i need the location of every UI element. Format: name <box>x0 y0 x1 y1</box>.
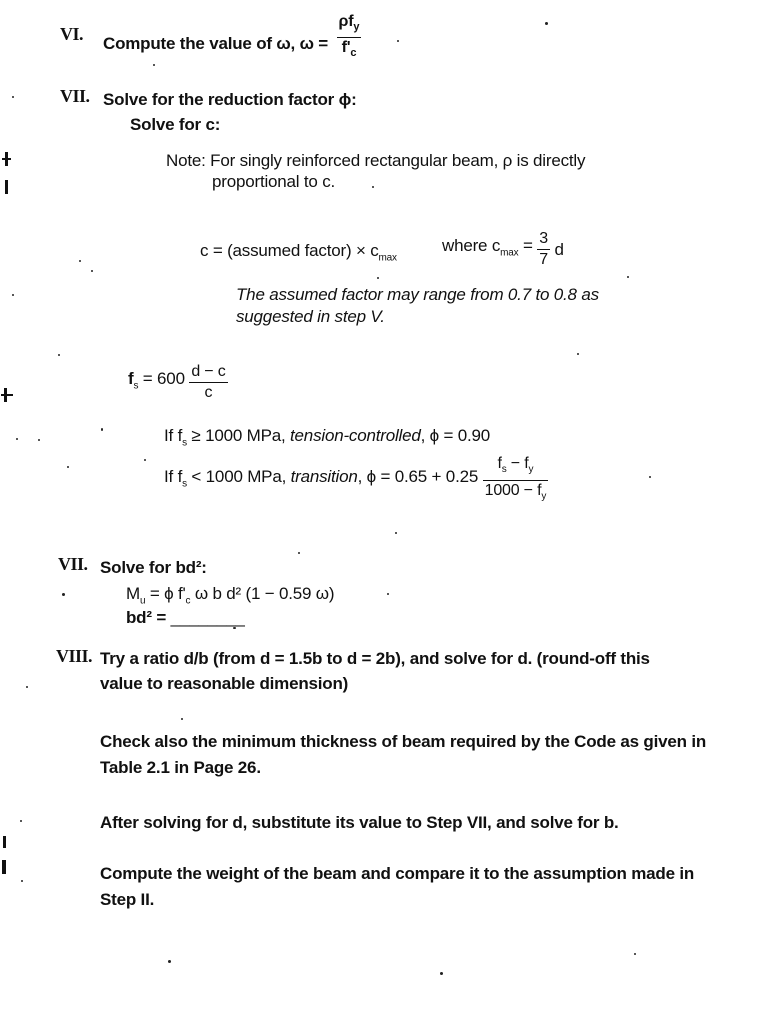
condition-1 <box>164 425 490 454</box>
cond2-text <box>164 466 478 495</box>
check-paragraph-line-2: Table 2.1 in Page 26. <box>100 758 261 777</box>
transition-numerator <box>483 454 549 481</box>
cmax-where-text: where c <box>442 235 501 255</box>
margin-mark <box>3 836 6 848</box>
cmax-where-sub: max <box>500 247 519 259</box>
scan-speck <box>153 64 155 66</box>
section-7a-title: Solve for the reduction factor ϕ: <box>103 90 357 109</box>
td-sub: y <box>541 491 547 503</box>
scan-speck <box>372 186 374 188</box>
omega-num-text: ρf <box>338 13 354 30</box>
mu-sub2: c <box>185 595 191 607</box>
cmax-d: d <box>554 239 564 259</box>
scan-speck <box>395 532 397 534</box>
scan-speck <box>16 438 18 440</box>
scan-speck <box>20 820 22 822</box>
omega-fraction <box>337 12 362 63</box>
omega-denominator <box>337 38 362 63</box>
transition-fraction <box>483 454 549 507</box>
tn-f: f <box>497 455 502 472</box>
scan-speck <box>181 718 183 720</box>
assumed-line-1: The assumed factor may range from 0.7 to 0.8 as <box>236 285 599 304</box>
scan-speck <box>387 593 389 595</box>
section-8-line-2: value to reasonable dimension) <box>100 674 349 693</box>
mu-rest: = ϕ f' <box>145 584 186 603</box>
tn-sub1: s <box>501 464 507 476</box>
cmax-fraction <box>537 229 550 270</box>
omega-num-sub: y <box>353 21 360 34</box>
omega-numerator <box>337 12 362 38</box>
scan-speck <box>168 960 171 963</box>
mu-sub: u <box>139 595 146 607</box>
cond2-sub: s <box>182 478 187 490</box>
transition-denominator <box>483 481 549 507</box>
scan-speck <box>298 552 300 554</box>
section-6-text: Compute the value of ω, ω = <box>103 34 328 54</box>
margin-mark <box>2 860 6 874</box>
bd2-blank: ________ <box>170 608 245 627</box>
cond1-mid: ≥ 1000 MPa, <box>186 426 291 445</box>
scan-speck <box>62 593 65 596</box>
scan-speck <box>233 627 236 629</box>
omega-den-sub: c <box>350 47 357 60</box>
scan-speck <box>627 276 629 278</box>
section-7a-number: VII. <box>60 86 90 106</box>
section-8-line-1: Try a ratio d/b (from d = 1.5b to d = 2b), and solve for d. (round-off this <box>100 649 650 668</box>
c-equation-text: c = (assumed factor) × c <box>200 241 379 260</box>
fs-denominator: c <box>204 384 213 401</box>
cond2-mid: < 1000 MPa, <box>186 466 291 486</box>
cond2-end: , ϕ = 0.65 + 0.25 <box>357 466 479 486</box>
check-paragraph-line-1: Check also the minimum thickness of beam required by the Code as given in <box>100 732 707 751</box>
fs-eq-text: = 600 <box>138 368 185 388</box>
compute-weight-line-1: Compute the weight of the beam and compare it to the assumption made in <box>100 864 695 883</box>
compute-weight-line-2: Step II. <box>100 890 155 909</box>
bd2-text: bd² = <box>126 608 171 627</box>
cond1-pre: If f <box>164 426 183 445</box>
cond1-italic: tension-controlled <box>290 426 421 445</box>
tn-sub2: y <box>528 464 534 476</box>
fs-lhs <box>128 368 185 397</box>
fs-numerator: d − c <box>189 362 227 383</box>
bd2-equation <box>126 607 245 629</box>
scan-speck <box>12 294 14 296</box>
scan-speck <box>377 277 379 279</box>
fs-fraction <box>189 362 227 403</box>
omega-den-text: f' <box>341 39 351 57</box>
margin-mark <box>1 394 13 396</box>
scan-speck <box>38 439 40 441</box>
section-6-number: VI. <box>60 24 84 44</box>
note-line-2: proportional to c. <box>212 172 336 191</box>
scan-speck <box>440 972 443 975</box>
note-line-1: Note: For singly reinforced rectangular beam, ρ is directly <box>166 151 586 170</box>
scan-speck <box>12 96 14 98</box>
scan-speck <box>91 270 93 272</box>
cmax-equation <box>442 229 564 270</box>
section-7a-subtitle: Solve for c: <box>130 115 221 134</box>
mu-m: M <box>126 584 140 603</box>
assumed-line-2: suggested in step V. <box>236 307 385 326</box>
cond2-pre: If f <box>164 466 183 486</box>
tn-mid: − f <box>506 455 529 472</box>
cond2-italic: transition <box>290 466 358 486</box>
fs-lhs-sub: s <box>133 380 139 392</box>
condition-2 <box>164 454 548 507</box>
margin-mark <box>5 180 8 194</box>
c-equation <box>200 240 397 269</box>
margin-mark <box>2 158 11 160</box>
cmax-numerator: 3 <box>537 229 550 250</box>
cmax-denominator: 7 <box>539 251 548 268</box>
fs-equation <box>128 362 228 403</box>
scan-speck <box>67 466 69 468</box>
scan-speck <box>545 22 548 25</box>
section-7b-title: Solve for bd²: <box>100 558 207 577</box>
scan-speck <box>58 354 60 356</box>
cond1-sub: s <box>182 437 187 449</box>
scan-speck <box>649 476 651 478</box>
scan-speck <box>79 260 81 262</box>
fs-lhs-text: f <box>128 368 134 388</box>
mu-tail: ω b d² (1 − 0.59 ω) <box>190 584 335 603</box>
c-equation-sub: max <box>378 252 397 264</box>
scan-speck <box>634 953 636 955</box>
cond1-end: , ϕ = 0.90 <box>420 426 491 445</box>
scan-speck <box>397 40 399 42</box>
td-text: 1000 − f <box>484 482 542 500</box>
scan-speck <box>26 686 28 688</box>
scan-speck <box>144 459 146 461</box>
scan-speck <box>101 428 103 431</box>
after-solving-paragraph: After solving for d, substitute its value to Step VII, and solve for b. <box>100 813 619 832</box>
scan-speck <box>577 353 579 355</box>
cmax-lhs <box>442 235 533 264</box>
scan-speck <box>21 880 23 882</box>
section-7b-number: VII. <box>58 554 88 574</box>
section-8-number: VIII. <box>56 646 93 666</box>
cmax-eq-sign: = <box>518 235 533 255</box>
